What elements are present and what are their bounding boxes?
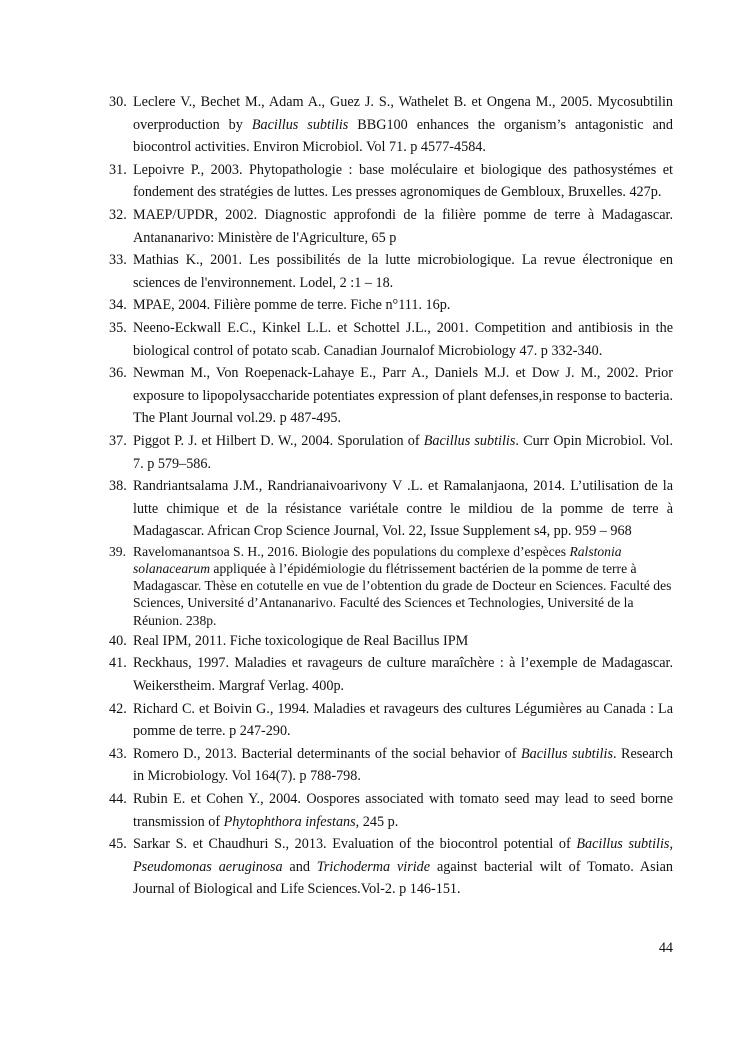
reference-item	[109, 833, 673, 901]
reference-text	[133, 630, 673, 653]
reference-text	[133, 543, 673, 629]
reference-number: 45.	[109, 836, 127, 853]
reference-number: 39.	[109, 543, 126, 559]
reference-text	[133, 788, 673, 833]
reference-segment: and	[282, 858, 317, 875]
reference-item	[109, 630, 673, 653]
reference-item	[109, 652, 673, 697]
reference-item	[109, 543, 673, 629]
reference-item	[109, 159, 673, 204]
reference-segment: Romero D., 2013. Bacterial determinants of the social behavior of	[133, 745, 521, 762]
reference-segment: Ravelomanantsoa S. H., 2016. Biologie des populations du complexe d’espèces	[133, 543, 570, 559]
reference-text	[133, 475, 673, 543]
reference-segment: Richard C. et Boivin G., 1994. Maladies et ravageurs des cultures Légumières au Canada : La pomme de terre. p 247-290.	[133, 700, 673, 740]
reference-number: 40.	[109, 632, 127, 649]
reference-segment: Randriantsalama J.M., Randrianaivoarivony V .L. et Ramalanjaona, 2014. L’utilisation de la lutte chimique et de la résistance variétale contre le mildiou de la pomme de terre à Madagascar. African Crop Science Journal, Vol. 22, Issue Supplement s4, pp. 959 – 968	[133, 478, 673, 540]
reference-text	[133, 91, 673, 159]
reference-segment: Piggot P. J. et Hilbert D. W., 2004. Sporulation of	[133, 432, 424, 449]
reference-item	[109, 743, 673, 788]
reference-segment: Sarkar S. et Chaudhuri S., 2013. Evaluation of the biocontrol potential of	[133, 836, 577, 853]
reference-text	[133, 159, 673, 204]
reference-number: 31.	[109, 161, 127, 178]
reference-text	[133, 294, 673, 317]
reference-item	[109, 249, 673, 294]
italic-taxon: Bacillus subtilis	[520, 745, 613, 762]
reference-number: 32.	[109, 206, 127, 223]
reference-item	[109, 294, 673, 317]
reference-text	[133, 430, 673, 475]
reference-item	[109, 698, 673, 743]
italic-taxon: Bacillus subtilis	[251, 116, 349, 133]
reference-segment: , 245 p.	[355, 813, 399, 830]
reference-item	[109, 788, 673, 833]
reference-segment: MPAE, 2004. Filière pomme de terre. Fiche n°111. 16p.	[133, 297, 451, 314]
reference-text	[133, 204, 673, 249]
italic-taxon: Trichoderma viride	[316, 858, 431, 875]
reference-item	[109, 204, 673, 249]
reference-segment: . Curr Opin Microbiol. Vol. 7. p 579–586.	[133, 432, 674, 472]
reference-number: 34.	[109, 297, 127, 314]
reference-segment: Reckhaus, 1997. Maladies et ravageurs de culture maraîchère : à l’exemple de Madagascar. Weikerstheim. Margraf Verlag. 400p.	[133, 655, 673, 695]
reference-item	[109, 91, 673, 159]
reference-segment: Newman M., Von Roepenack-Lahaye E., Parr A., Daniels M.J. et Dow J. M., 2002. Prior exposure to lipopolysaccharide potentiates expression of plant defenses,in response to bacteria. The Plant Journal vol.29. p 487-495.	[133, 365, 673, 427]
reference-number: 38.	[109, 478, 127, 495]
reference-text	[133, 833, 673, 901]
reference-segment: Lepoivre P., 2003. Phytopathologie : base moléculaire et biologique des pathosystémes et fondement des stratégies de luttes. Les presses agronomiques de Gembloux, Bruxelles. 427p.	[133, 161, 673, 201]
reference-number: 43.	[109, 745, 127, 762]
reference-list	[109, 91, 673, 901]
reference-text	[133, 249, 673, 294]
reference-text	[133, 317, 673, 362]
reference-number: 44.	[109, 791, 127, 808]
reference-segment: Neeno-Eckwall E.C., Kinkel L.L. et Schottel J.L., 2001. Competition and antibiosis in the biological control of potato scab. Canadian Journalof Microbiology 47. p 332-340.	[133, 319, 673, 359]
reference-item	[109, 430, 673, 475]
reference-segment: BBG100 enhances the organism’s antagonistic and biocontrol activities. Environ Microbiol. Vol 71. p 4577-4584.	[133, 116, 673, 156]
reference-segment: appliquée à l’épidémiologie du flétrissement bactérien de la pomme de terre à Madagascar. Thèse en cotutelle en vue de l’obtention du grade de Docteur en Sciences. Faculté des Sciences, Université d’Antananarivo. Faculté des Sciences et Technologies, Université de la Réunion. 238p.	[133, 561, 672, 628]
reference-segment: . Research in Microbiology. Vol 164(7). p 788-798.	[133, 745, 673, 785]
reference-segment: Real IPM, 2011. Fiche toxicologique de Real Bacillus IPM	[133, 632, 469, 649]
italic-taxon: Bacillus subtilis	[423, 432, 516, 449]
reference-number: 36.	[109, 365, 127, 382]
reference-segment: Leclere V., Bechet M., Adam A., Guez J. S., Wathelet B. et Ongena M., 2005. Mycosubtilin overproduction by	[133, 94, 673, 133]
reference-number: 42.	[109, 700, 127, 717]
reference-number: 33.	[109, 252, 127, 269]
reference-text	[133, 743, 673, 788]
reference-text	[133, 362, 673, 430]
reference-item	[109, 475, 673, 543]
reference-number: 37.	[109, 432, 127, 449]
italic-taxon: Phytophthora infestans	[223, 813, 356, 830]
reference-item	[109, 317, 673, 362]
reference-segment: Rubin E. et Cohen Y., 2004. Oospores associated with tomato seed may lead to seed borne transmission of	[133, 791, 673, 830]
reference-text	[133, 698, 673, 743]
reference-text	[133, 652, 673, 697]
italic-taxon: Ralstonia solanacearum	[133, 543, 622, 577]
reference-number: 30.	[109, 94, 127, 110]
reference-segment: MAEP/UPDR, 2002. Diagnostic approfondi de la filière pomme de terre à Madagascar. Antananarivo: Ministère de l'Agriculture, 65 p	[133, 206, 673, 246]
reference-segment: Mathias K., 2001. Les possibilités de la lutte microbiologique. La revue électronique en sciences de l'environnement. Lodel, 2 :1 – 18.	[133, 252, 673, 291]
reference-number: 41.	[109, 655, 127, 672]
italic-taxon: Bacillus subtilis, Pseudomonas aeruginosa	[133, 836, 673, 875]
page-number: 44	[658, 940, 673, 956]
reference-segment: against bacterial wilt of Tomato. Asian Journal of Biological and Life Sciences.Vol-2. p 146-151.	[133, 858, 673, 898]
reference-item	[109, 362, 673, 430]
reference-number: 35.	[109, 319, 127, 336]
